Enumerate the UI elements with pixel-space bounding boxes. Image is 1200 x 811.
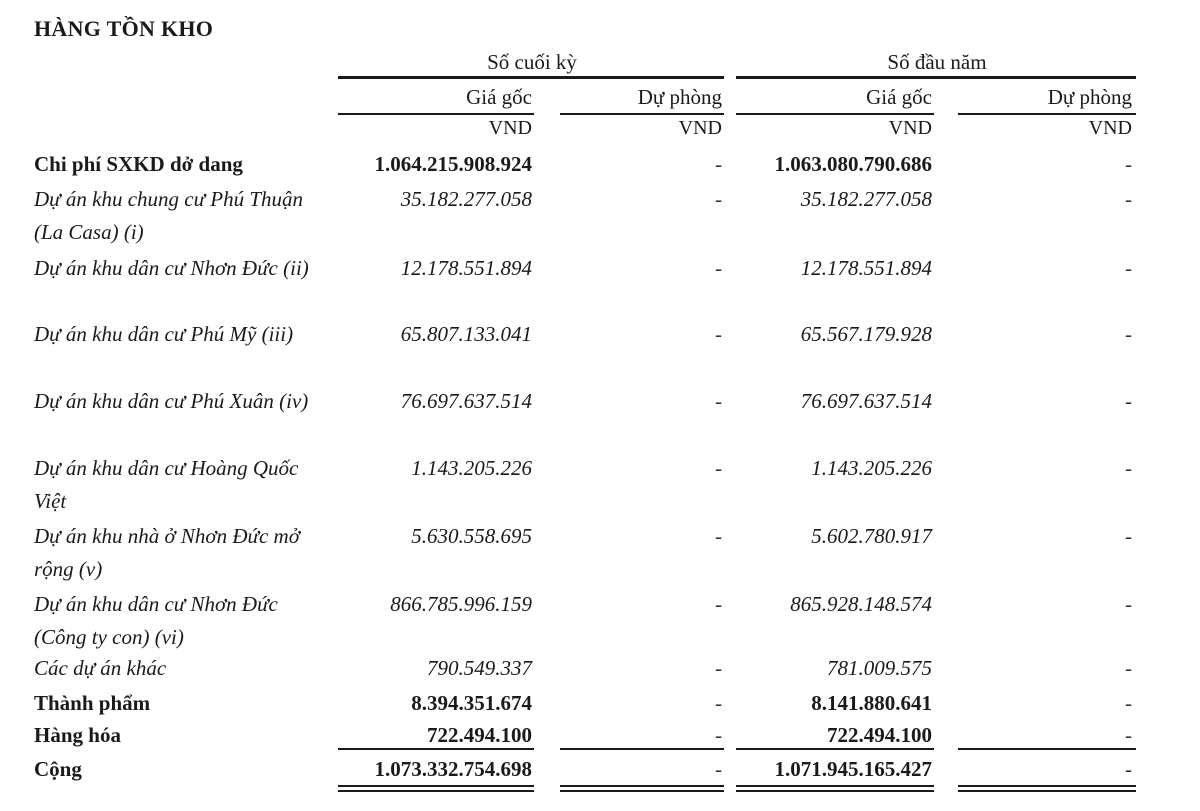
total-double-rule-prov-start-b — [958, 790, 1136, 792]
table-row — [0, 183, 1200, 244]
cell-cost-end: 866.785.996.159 — [390, 592, 532, 616]
row-label: Dự án khu chung cư Phú Thuận (La Casa) (i) — [34, 187, 304, 244]
cell-cost-end: 1.143.205.226 — [411, 456, 532, 480]
cell-cost-start: 65.567.179.928 — [800, 322, 932, 346]
row-label: Dự án khu nhà ở Nhơn Đức mở rộng (v) — [34, 524, 300, 581]
col-rule-prov-start — [958, 113, 1136, 115]
cell-cost-end: 1.073.332.754.698 — [374, 757, 532, 781]
cell-provision-start: - — [1125, 256, 1132, 280]
table-row-total — [0, 753, 1200, 783]
subtotal-rule-cost-end — [338, 748, 534, 750]
cell-cost-end: 35.182.277.058 — [400, 187, 532, 211]
group-rule-end — [338, 76, 724, 79]
table-row — [0, 452, 1200, 513]
cell-cost-end: 12.178.551.894 — [400, 256, 532, 280]
cell-cost-end: 722.494.100 — [427, 723, 532, 747]
cell-provision-end: - — [715, 592, 722, 616]
cell-provision-end: - — [715, 723, 722, 747]
col-rule-prov-end — [560, 113, 724, 115]
table-row — [0, 588, 1200, 649]
table-row — [0, 719, 1200, 749]
row-label: Các dự án khác — [34, 656, 167, 680]
cell-provision-start: - — [1125, 723, 1132, 747]
cell-provision-start: - — [1125, 456, 1132, 480]
cell-cost-start: 1.071.945.165.427 — [774, 757, 932, 781]
row-label: Cộng — [34, 757, 82, 781]
total-double-rule-prov-end-b — [560, 790, 724, 792]
cell-provision-start: - — [1125, 592, 1132, 616]
group-rule-start — [736, 76, 1136, 79]
total-double-rule-prov-start-a — [958, 785, 1136, 787]
table-row — [0, 520, 1200, 581]
cell-cost-start: 12.178.551.894 — [800, 256, 932, 280]
cell-cost-start: 8.141.880.641 — [811, 691, 932, 715]
col-header-provision-start: Dự phòng — [1047, 85, 1132, 109]
unit-cost-start: VND — [888, 117, 932, 139]
table-row — [0, 252, 1200, 282]
table-row — [0, 687, 1200, 717]
row-label: Chi phí SXKD dở dang — [34, 152, 243, 176]
cell-provision-end: - — [715, 757, 722, 781]
row-label: Hàng hóa — [34, 723, 121, 747]
cell-provision-end: - — [715, 456, 722, 480]
cell-cost-end: 790.549.337 — [427, 656, 532, 680]
cell-provision-end: - — [715, 691, 722, 715]
table-row — [0, 385, 1200, 415]
row-label: Thành phẩm — [34, 691, 151, 715]
col-rule-cost-start — [736, 113, 934, 115]
col-rule-cost-end — [338, 113, 534, 115]
cell-provision-end: - — [715, 656, 722, 680]
table-row — [0, 148, 1200, 178]
total-double-rule-prov-end-a — [560, 785, 724, 787]
cell-cost-start: 35.182.277.058 — [800, 187, 932, 211]
table-row — [0, 318, 1200, 348]
cell-provision-start: - — [1125, 691, 1132, 715]
unit-provision-end: VND — [678, 117, 722, 139]
total-double-rule-cost-end-b — [338, 790, 534, 792]
cell-cost-start: 1.063.080.790.686 — [774, 152, 932, 176]
cell-provision-start: - — [1125, 187, 1132, 211]
col-header-provision-end: Dự phòng — [637, 85, 722, 109]
total-double-rule-cost-end-a — [338, 785, 534, 787]
cell-provision-start: - — [1125, 322, 1132, 346]
row-label: Dự án khu dân cư Phú Mỹ (iii) — [34, 322, 294, 346]
cell-cost-start: 1.143.205.226 — [811, 456, 932, 480]
subtotal-rule-prov-start — [958, 748, 1136, 750]
cell-provision-end: - — [715, 256, 722, 280]
group-header-start-of-year: Số đầu năm — [887, 50, 987, 74]
cell-provision-end: - — [715, 322, 722, 346]
cell-provision-start: - — [1125, 757, 1132, 781]
cell-provision-start: - — [1125, 524, 1132, 548]
row-label: Dự án khu dân cư Nhơn Đức (Công ty con) (vi) — [34, 592, 278, 649]
row-label: Dự án khu dân cư Nhơn Đức (ii) — [34, 256, 309, 280]
subtotal-rule-prov-end — [560, 748, 724, 750]
cell-provision-end: - — [715, 187, 722, 211]
cell-provision-end: - — [715, 524, 722, 548]
group-header-end-of-period: Số cuối kỳ — [487, 50, 577, 74]
cell-provision-end: - — [715, 152, 722, 176]
cell-provision-start: - — [1125, 656, 1132, 680]
total-double-rule-cost-start-b — [736, 790, 934, 792]
cell-provision-start: - — [1125, 389, 1132, 413]
cell-cost-start: 5.602.780.917 — [811, 524, 932, 548]
table-row — [0, 652, 1200, 682]
row-label: Dự án khu dân cư Hoàng Quốc Việt — [34, 456, 299, 513]
total-double-rule-cost-start-a — [736, 785, 934, 787]
col-header-cost-start: Giá gốc — [866, 85, 932, 109]
cell-cost-start: 781.009.575 — [827, 656, 932, 680]
unit-provision-start: VND — [1088, 117, 1132, 139]
subtotal-rule-cost-start — [736, 748, 934, 750]
row-label: Dự án khu dân cư Phú Xuân (iv) — [34, 389, 309, 413]
cell-cost-start: 722.494.100 — [827, 723, 932, 747]
unit-cost-end: VND — [488, 117, 532, 139]
cell-provision-start: - — [1125, 152, 1132, 176]
cell-cost-end: 5.630.558.695 — [411, 524, 532, 548]
col-header-cost-end: Giá gốc — [466, 85, 532, 109]
section-title: HÀNG TỒN KHO — [34, 16, 214, 41]
cell-cost-end: 65.807.133.041 — [400, 322, 532, 346]
cell-cost-end: 1.064.215.908.924 — [374, 152, 532, 176]
cell-cost-end: 8.394.351.674 — [411, 691, 532, 715]
cell-cost-end: 76.697.637.514 — [400, 389, 532, 413]
cell-provision-end: - — [715, 389, 722, 413]
cell-cost-start: 865.928.148.574 — [790, 592, 932, 616]
cell-cost-start: 76.697.637.514 — [800, 389, 932, 413]
